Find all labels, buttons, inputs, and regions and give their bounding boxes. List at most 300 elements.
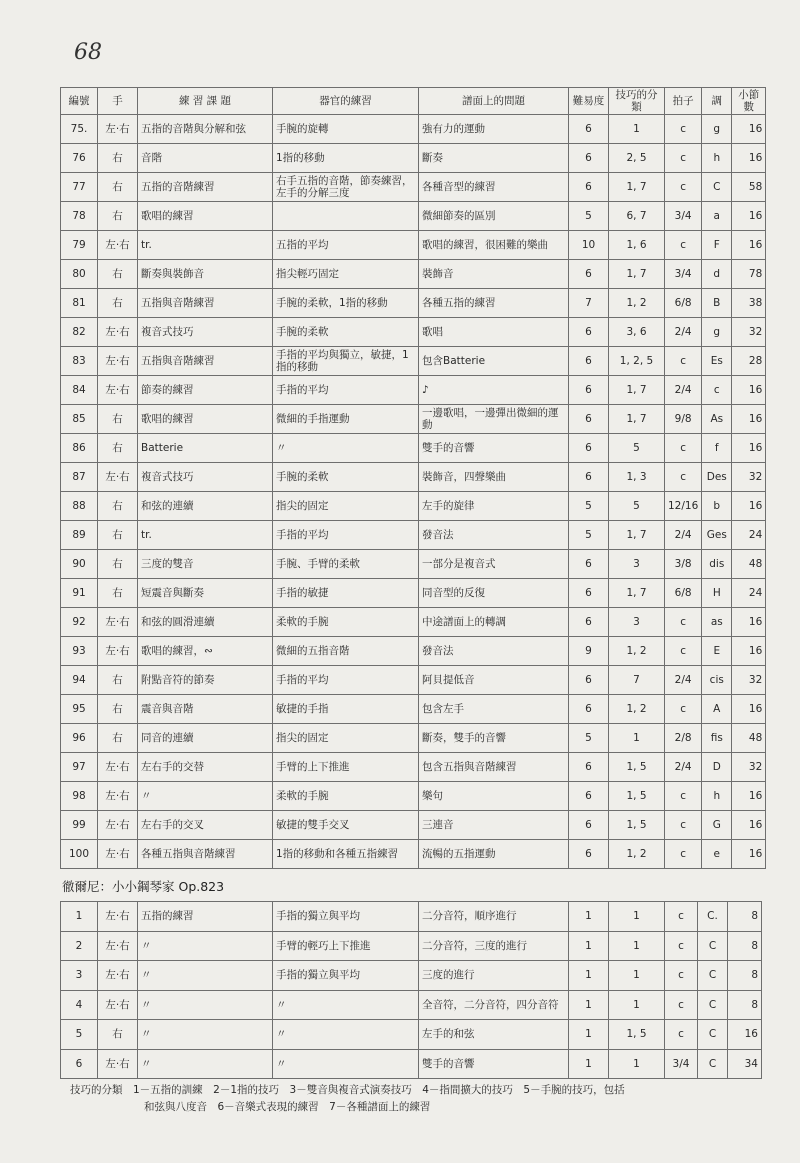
meter-cell: 3/4	[665, 260, 702, 289]
exercise-topic-cell: 和弦的圓滑連續	[138, 608, 273, 637]
exercise-topic-cell: 同音的連續	[138, 724, 273, 753]
number-cell: 86	[61, 434, 98, 463]
difficulty-cell: 6	[569, 695, 609, 724]
key-cell: C	[698, 961, 728, 991]
hand-cell: 右	[98, 492, 138, 521]
header-measure-count: 小節數	[732, 88, 766, 115]
table-row	[61, 961, 762, 991]
score-problem-cell: 阿貝提低音	[419, 666, 569, 695]
table-row	[61, 492, 766, 521]
hand-cell: 右	[98, 724, 138, 753]
measure-count-cell: 24	[732, 579, 766, 608]
table-row	[61, 405, 766, 434]
number-cell: 5	[61, 1020, 98, 1050]
difficulty-cell: 6	[569, 405, 609, 434]
exercise-topic-cell: 五指與音階練習	[138, 289, 273, 318]
exercise-topic-cell: 〃	[138, 931, 273, 961]
table-row	[61, 434, 766, 463]
difficulty-cell: 6	[569, 318, 609, 347]
difficulty-cell: 6	[569, 840, 609, 869]
measure-count-cell: 28	[732, 347, 766, 376]
key-cell: a	[702, 202, 732, 231]
table-row	[61, 666, 766, 695]
number-cell: 81	[61, 289, 98, 318]
number-cell: 96	[61, 724, 98, 753]
table-row	[61, 782, 766, 811]
table-row	[61, 550, 766, 579]
hand-cell: 右	[98, 173, 138, 202]
measure-count-cell: 16	[732, 376, 766, 405]
meter-cell: c	[665, 115, 702, 144]
score-problem-cell: 左手的旋律	[419, 492, 569, 521]
exercise-topic-cell: 和弦的連續	[138, 492, 273, 521]
header-number: 編號	[61, 88, 98, 115]
difficulty-cell: 6	[569, 376, 609, 405]
meter-cell: c	[665, 961, 698, 991]
key-cell: d	[702, 260, 732, 289]
exercise-topic-cell: 五指與音階練習	[138, 347, 273, 376]
meter-cell: c	[665, 231, 702, 260]
difficulty-cell: 6	[569, 550, 609, 579]
score-problem-cell: 發音法	[419, 521, 569, 550]
meter-cell: 2/8	[665, 724, 702, 753]
score-problem-cell: 各種五指的練習	[419, 289, 569, 318]
number-cell: 75.	[61, 115, 98, 144]
score-problem-cell: 裝飾音，四聲樂曲	[419, 463, 569, 492]
meter-cell: c	[665, 990, 698, 1020]
organ-practice-cell: 指尖輕巧固定	[273, 260, 419, 289]
organ-practice-cell: 〃	[273, 1020, 419, 1050]
hand-cell: 右	[98, 695, 138, 724]
number-cell: 100	[61, 840, 98, 869]
key-cell: G	[702, 811, 732, 840]
op823-table	[60, 901, 762, 1079]
measure-count-cell: 16	[732, 782, 766, 811]
meter-cell: c	[665, 347, 702, 376]
measure-count-cell: 16	[732, 115, 766, 144]
organ-practice-cell: 手腕的柔軟	[273, 463, 419, 492]
organ-practice-cell: 〃	[273, 434, 419, 463]
hand-cell: 左·右	[98, 376, 138, 405]
difficulty-cell: 6	[569, 144, 609, 173]
table-row	[61, 990, 762, 1020]
hand-cell: 左·右	[98, 231, 138, 260]
score-problem-cell: 一部分是複音式	[419, 550, 569, 579]
key-cell: Es	[702, 347, 732, 376]
number-cell: 99	[61, 811, 98, 840]
exercise-topic-cell: 五指的音階練習	[138, 173, 273, 202]
table-row	[61, 811, 766, 840]
organ-practice-cell: 〃	[273, 1049, 419, 1079]
technique-category-cell: 1	[609, 931, 665, 961]
meter-cell: c	[665, 840, 702, 869]
table-row	[61, 202, 766, 231]
measure-count-cell: 16	[732, 695, 766, 724]
technique-category-cell: 3, 6	[609, 318, 665, 347]
hand-cell: 右	[98, 434, 138, 463]
meter-cell: 2/4	[665, 753, 702, 782]
technique-category-cell: 1	[609, 1049, 665, 1079]
difficulty-cell: 1	[569, 1020, 609, 1050]
exercise-topic-cell: 〃	[138, 1020, 273, 1050]
difficulty-cell: 6	[569, 753, 609, 782]
meter-cell: c	[665, 811, 702, 840]
meter-cell: c	[665, 1020, 698, 1050]
organ-practice-cell: 1指的移動	[273, 144, 419, 173]
table-row	[61, 231, 766, 260]
organ-practice-cell: 微細的五指音階	[273, 637, 419, 666]
difficulty-cell: 1	[569, 1049, 609, 1079]
organ-practice-cell: 手指的獨立與平均	[273, 902, 419, 932]
measure-count-cell: 16	[732, 405, 766, 434]
technique-category-cell: 1	[609, 961, 665, 991]
difficulty-cell: 6	[569, 260, 609, 289]
measure-count-cell: 32	[732, 463, 766, 492]
organ-practice-cell	[273, 202, 419, 231]
key-cell: as	[702, 608, 732, 637]
number-cell: 93	[61, 637, 98, 666]
table-row	[61, 608, 766, 637]
meter-cell: 6/8	[665, 579, 702, 608]
organ-practice-cell: 右手五指的音階，節奏練習，左手的分解三度	[273, 173, 419, 202]
difficulty-cell: 1	[569, 990, 609, 1020]
number-cell: 92	[61, 608, 98, 637]
number-cell: 89	[61, 521, 98, 550]
hand-cell: 右	[98, 579, 138, 608]
technique-category-cell: 1, 7	[609, 173, 665, 202]
meter-cell: c	[665, 637, 702, 666]
number-cell: 76	[61, 144, 98, 173]
score-problem-cell: 斷奏	[419, 144, 569, 173]
table-row	[61, 376, 766, 405]
measure-count-cell: 38	[732, 289, 766, 318]
technique-category-cell: 1	[609, 115, 665, 144]
table-row	[61, 695, 766, 724]
table-row	[61, 521, 766, 550]
hand-cell: 左·右	[98, 637, 138, 666]
header-meter: 拍子	[665, 88, 702, 115]
hand-cell: 左·右	[98, 961, 138, 991]
score-problem-cell: 同音型的反復	[419, 579, 569, 608]
number-cell: 95	[61, 695, 98, 724]
organ-practice-cell: 五指的平均	[273, 231, 419, 260]
score-problem-cell: 包含左手	[419, 695, 569, 724]
technique-category-cell: 1, 6	[609, 231, 665, 260]
exercise-topic-cell: 五指的音階與分解和弦	[138, 115, 273, 144]
measure-count-cell: 24	[732, 521, 766, 550]
key-cell: C	[698, 931, 728, 961]
technique-category-cell: 1	[609, 990, 665, 1020]
key-cell: F	[702, 231, 732, 260]
table-row	[61, 260, 766, 289]
key-cell: fis	[702, 724, 732, 753]
exercise-topic-cell: 音階	[138, 144, 273, 173]
exercise-topic-cell: 複音式技巧	[138, 318, 273, 347]
number-cell: 91	[61, 579, 98, 608]
exercise-topic-cell: Batterie	[138, 434, 273, 463]
exercise-topic-cell: 各種五指與音階練習	[138, 840, 273, 869]
difficulty-cell: 6	[569, 115, 609, 144]
meter-cell: 2/4	[665, 376, 702, 405]
difficulty-cell: 6	[569, 811, 609, 840]
score-problem-cell: 二分音符，三度的進行	[419, 931, 569, 961]
meter-cell: 9/8	[665, 405, 702, 434]
difficulty-cell: 6	[569, 666, 609, 695]
hand-cell: 左·右	[98, 347, 138, 376]
organ-practice-cell: 手指的平均	[273, 666, 419, 695]
hand-cell: 左·右	[98, 782, 138, 811]
technique-category-cell: 1, 7	[609, 376, 665, 405]
difficulty-cell: 6	[569, 173, 609, 202]
table-row	[61, 144, 766, 173]
exercise-topic-cell: 節奏的練習	[138, 376, 273, 405]
hand-cell: 右	[98, 202, 138, 231]
number-cell: 98	[61, 782, 98, 811]
key-cell: C.	[698, 902, 728, 932]
meter-cell: 12/16	[665, 492, 702, 521]
header-key: 調	[702, 88, 732, 115]
meter-cell: 3/4	[665, 1049, 698, 1079]
technique-category-cell: 6, 7	[609, 202, 665, 231]
exercise-topic-cell: 〃	[138, 990, 273, 1020]
technique-category-cell: 1, 5	[609, 753, 665, 782]
hand-cell: 右	[98, 260, 138, 289]
table-row	[61, 1049, 762, 1079]
key-cell: Ges	[702, 521, 732, 550]
header-hand: 手	[98, 88, 138, 115]
technique-category-cell: 3	[609, 608, 665, 637]
table-row	[61, 347, 766, 376]
key-cell: D	[702, 753, 732, 782]
technique-category-cell: 3	[609, 550, 665, 579]
score-problem-cell: 發音法	[419, 637, 569, 666]
hand-cell: 右	[98, 144, 138, 173]
header-score-problem: 譜面上的問題	[419, 88, 569, 115]
technique-category-cell: 7	[609, 666, 665, 695]
hand-cell: 左·右	[98, 115, 138, 144]
footnote-line-1: 技巧的分類 1－五指的訓練 2－1指的技巧 3－雙音與複音式演奏技巧 4－指間擴大的技巧 5－手腕的技巧，包括	[70, 1084, 625, 1096]
technique-category-cell: 1, 2	[609, 695, 665, 724]
difficulty-cell: 1	[569, 902, 609, 932]
difficulty-cell: 9	[569, 637, 609, 666]
difficulty-cell: 6	[569, 347, 609, 376]
key-cell: B	[702, 289, 732, 318]
score-problem-cell: 各種音型的練習	[419, 173, 569, 202]
exercise-topic-cell: 〃	[138, 782, 273, 811]
technique-category-cell: 1, 2	[609, 637, 665, 666]
score-problem-cell: 樂句	[419, 782, 569, 811]
number-cell: 78	[61, 202, 98, 231]
score-problem-cell: 包含五指與音階練習	[419, 753, 569, 782]
number-cell: 88	[61, 492, 98, 521]
table-row	[61, 931, 762, 961]
number-cell: 77	[61, 173, 98, 202]
measure-count-cell: 16	[732, 637, 766, 666]
organ-practice-cell: 手腕的柔軟	[273, 318, 419, 347]
measure-count-cell: 16	[732, 144, 766, 173]
measure-count-cell: 8	[728, 961, 762, 991]
measure-count-cell: 16	[728, 1020, 762, 1050]
hand-cell: 右	[98, 550, 138, 579]
key-cell: g	[702, 318, 732, 347]
technique-category-cell: 1, 7	[609, 521, 665, 550]
measure-count-cell: 34	[728, 1049, 762, 1079]
technique-category-cell: 1, 2	[609, 289, 665, 318]
meter-cell: 2/4	[665, 318, 702, 347]
meter-cell: c	[665, 434, 702, 463]
measure-count-cell: 16	[732, 840, 766, 869]
hand-cell: 左·右	[98, 318, 138, 347]
score-problem-cell: ♪	[419, 376, 569, 405]
exercise-topic-cell: 歌唱的練習	[138, 202, 273, 231]
number-cell: 85	[61, 405, 98, 434]
key-cell: h	[702, 144, 732, 173]
technique-category-cell: 2, 5	[609, 144, 665, 173]
footnote-line-2: 和弦與八度音 6－音樂式表現的練習 7－各種譜面上的練習	[144, 1101, 431, 1114]
meter-cell: 3/4	[665, 202, 702, 231]
key-cell: H	[702, 579, 732, 608]
number-cell: 83	[61, 347, 98, 376]
number-cell: 94	[61, 666, 98, 695]
header-technique-category: 技巧的分類	[609, 88, 665, 115]
meter-cell: c	[665, 463, 702, 492]
table-row	[61, 902, 762, 932]
technique-category-cell: 1, 5	[609, 1020, 665, 1050]
difficulty-cell: 1	[569, 961, 609, 991]
exercise-topic-cell: 短震音與斷奏	[138, 579, 273, 608]
hand-cell: 左·右	[98, 931, 138, 961]
hand-cell: 右	[98, 666, 138, 695]
key-cell: C	[698, 1049, 728, 1079]
organ-practice-cell: 指尖的固定	[273, 724, 419, 753]
exercise-topic-cell: 〃	[138, 1049, 273, 1079]
difficulty-cell: 7	[569, 289, 609, 318]
hand-cell: 右	[98, 405, 138, 434]
number-cell: 79	[61, 231, 98, 260]
score-problem-cell: 強有力的運動	[419, 115, 569, 144]
exercise-topic-cell: 三度的雙音	[138, 550, 273, 579]
score-problem-cell: 三度的進行	[419, 961, 569, 991]
hand-cell: 右	[98, 521, 138, 550]
exercise-topic-cell: 左右手的交替	[138, 753, 273, 782]
number-cell: 82	[61, 318, 98, 347]
hand-cell: 左·右	[98, 840, 138, 869]
table-row	[61, 637, 766, 666]
key-cell: C	[698, 990, 728, 1020]
measure-count-cell: 32	[732, 666, 766, 695]
number-cell: 3	[61, 961, 98, 991]
measure-count-cell: 8	[728, 902, 762, 932]
table-row	[61, 173, 766, 202]
table-row	[61, 1020, 762, 1050]
organ-practice-cell: 手指的平均	[273, 521, 419, 550]
difficulty-cell: 5	[569, 492, 609, 521]
key-cell: b	[702, 492, 732, 521]
technique-category-cell: 1	[609, 724, 665, 753]
measure-count-cell: 48	[732, 550, 766, 579]
measure-count-cell: 16	[732, 608, 766, 637]
technique-category-cell: 5	[609, 492, 665, 521]
difficulty-cell: 1	[569, 931, 609, 961]
hand-cell: 右	[98, 289, 138, 318]
number-cell: 84	[61, 376, 98, 405]
meter-cell: c	[665, 931, 698, 961]
header-difficulty: 難易度	[569, 88, 609, 115]
number-cell: 2	[61, 931, 98, 961]
key-cell: C	[702, 173, 732, 202]
exercise-topic-cell: tr.	[138, 231, 273, 260]
header-exercise-topic: 練 習 課 題	[138, 88, 273, 115]
technique-category-cell: 1, 3	[609, 463, 665, 492]
number-cell: 80	[61, 260, 98, 289]
score-problem-cell: 歌唱的練習，很困難的樂曲	[419, 231, 569, 260]
measure-count-cell: 16	[732, 231, 766, 260]
measure-count-cell: 16	[732, 434, 766, 463]
footnote	[70, 1082, 770, 1117]
difficulty-cell: 6	[569, 434, 609, 463]
key-cell: c	[702, 376, 732, 405]
organ-practice-cell: 〃	[273, 990, 419, 1020]
measure-count-cell: 16	[732, 492, 766, 521]
measure-count-cell: 48	[732, 724, 766, 753]
hand-cell: 左·右	[98, 1049, 138, 1079]
exercise-topic-cell: 歌唱的練習	[138, 405, 273, 434]
organ-practice-cell: 敏捷的手指	[273, 695, 419, 724]
exercise-topic-cell: 歌唱的練習，∾	[138, 637, 273, 666]
table-row	[61, 463, 766, 492]
measure-count-cell: 58	[732, 173, 766, 202]
organ-practice-cell: 手指的敏捷	[273, 579, 419, 608]
hand-cell: 左·右	[98, 990, 138, 1020]
exercise-topic-cell: 〃	[138, 961, 273, 991]
exercise-topic-cell: 震音與音階	[138, 695, 273, 724]
etude-table	[60, 87, 766, 869]
table-row	[61, 579, 766, 608]
key-cell: f	[702, 434, 732, 463]
score-problem-cell: 三連音	[419, 811, 569, 840]
technique-category-cell: 1, 7	[609, 579, 665, 608]
number-cell: 97	[61, 753, 98, 782]
meter-cell: c	[665, 173, 702, 202]
organ-practice-cell: 指尖的固定	[273, 492, 419, 521]
table-row	[61, 115, 766, 144]
difficulty-cell: 6	[569, 579, 609, 608]
meter-cell: 6/8	[665, 289, 702, 318]
table-row	[61, 840, 766, 869]
difficulty-cell: 6	[569, 782, 609, 811]
hand-cell: 左·右	[98, 811, 138, 840]
meter-cell: 2/4	[665, 666, 702, 695]
score-problem-cell: 雙手的音響	[419, 1049, 569, 1079]
meter-cell: 2/4	[665, 521, 702, 550]
table-row	[61, 289, 766, 318]
meter-cell: c	[665, 902, 698, 932]
measure-count-cell: 32	[732, 318, 766, 347]
exercise-topic-cell: tr.	[138, 521, 273, 550]
exercise-topic-cell: 複音式技巧	[138, 463, 273, 492]
difficulty-cell: 5	[569, 202, 609, 231]
technique-category-cell: 1, 2, 5	[609, 347, 665, 376]
organ-practice-cell: 手指的平均	[273, 376, 419, 405]
number-cell: 90	[61, 550, 98, 579]
meter-cell: c	[665, 608, 702, 637]
organ-practice-cell: 微細的手指運動	[273, 405, 419, 434]
key-cell: h	[702, 782, 732, 811]
key-cell: dis	[702, 550, 732, 579]
score-problem-cell: 左手的和弦	[419, 1020, 569, 1050]
organ-practice-cell: 1指的移動和各種五指練習	[273, 840, 419, 869]
score-problem-cell: 二分音符，順序進行	[419, 902, 569, 932]
